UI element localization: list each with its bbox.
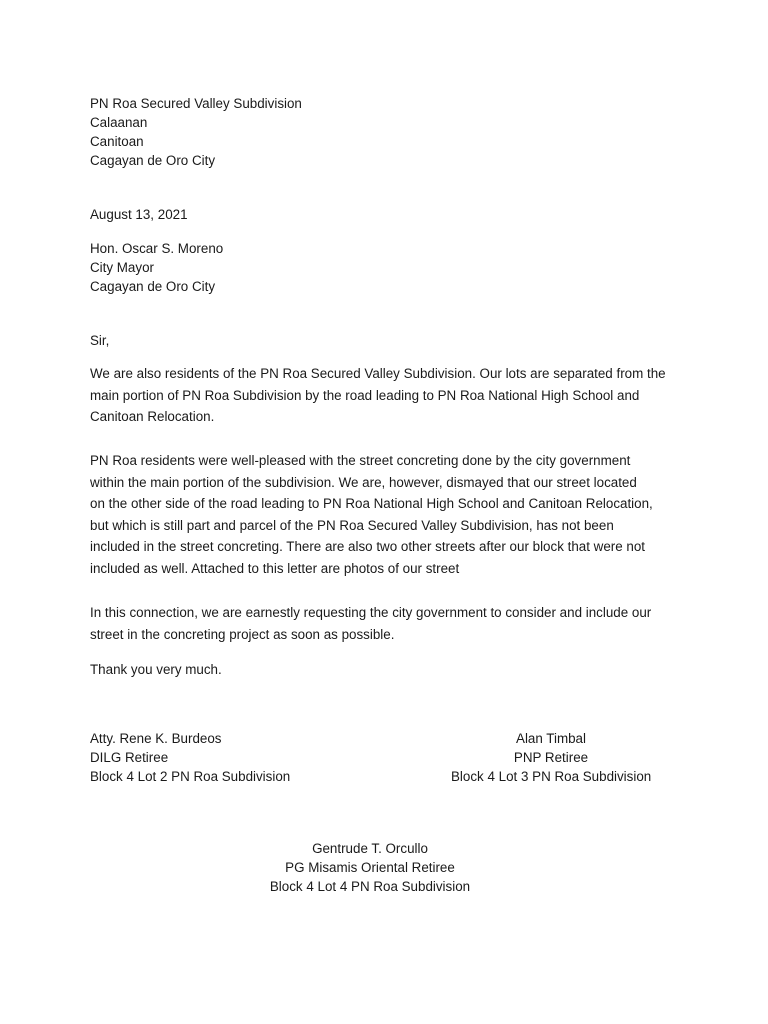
closing: Thank you very much. (90, 662, 222, 677)
paragraph-line: on the other side of the road leading to PN Roa National High School and Canitoan Relocation, (90, 496, 653, 512)
sender-address-line: PN Roa Secured Valley Subdivision (90, 96, 302, 111)
signatory-address: Block 4 Lot 4 PN Roa Subdivision (269, 878, 471, 894)
paragraph-line: Canitoan Relocation. (90, 409, 215, 425)
paragraph-line: included as well. Attached to this letter are photos of our street (90, 560, 460, 576)
paragraph-line: main portion of PN Roa Subdivision by the road leading to PN Roa National High School and (90, 387, 640, 403)
paragraph-line: within the main portion of the subdivision. We are, however, dismayed that our street located (90, 474, 637, 490)
recipient-line: Hon. Oscar S. Moreno (90, 241, 224, 256)
sender-address-line: Cagayan de Oro City (90, 153, 216, 168)
signatory-title: DILG Retiree (90, 749, 169, 765)
signatory-address: Block 4 Lot 3 PN Roa Subdivision (451, 768, 652, 784)
signatory-title: PG Misamis Oriental Retiree (285, 859, 455, 875)
paragraph-line: street in the concreting project as soon as possible. (90, 626, 395, 642)
signatory-block (265, 840, 475, 896)
signatory-address: Block 4 Lot 2 PN Roa Subdivision (90, 768, 291, 784)
signatory-title: PNP Retiree (513, 749, 589, 765)
sender-address-line: Canitoan (90, 134, 144, 149)
recipient-line: Cagayan de Oro City (90, 279, 216, 294)
paragraph-line: included in the street concreting. There are also two other streets after our block that were not (90, 539, 646, 555)
body-paragraph (90, 450, 690, 580)
paragraph-line: but which is still part and parcel of the PN Roa Secured Valley Subdivision, has not been (90, 517, 614, 533)
paragraph-line: PN Roa residents were well-pleased with the street concreting done by the city government (90, 453, 631, 468)
body-paragraph (90, 363, 690, 428)
paragraph-line: We are also residents of the PN Roa Secured Valley Subdivision. Our lots are separated from the (90, 366, 666, 381)
signatory-name: Gentrude T. Orcullo (312, 841, 428, 856)
recipient-line: City Mayor (90, 260, 154, 275)
signatory-block (451, 730, 651, 786)
signatory-name: Alan Timbal (516, 731, 586, 746)
salutation: Sir, (90, 333, 110, 348)
signatory-block (90, 730, 290, 786)
letter-date: August 13, 2021 (90, 207, 188, 222)
signatory-name: Atty. Rene K. Burdeos (90, 731, 222, 746)
paragraph-line: In this connection, we are earnestly requesting the city government to consider and include our (90, 605, 652, 620)
sender-address-line: Calaanan (90, 115, 148, 130)
body-paragraph (90, 602, 690, 645)
